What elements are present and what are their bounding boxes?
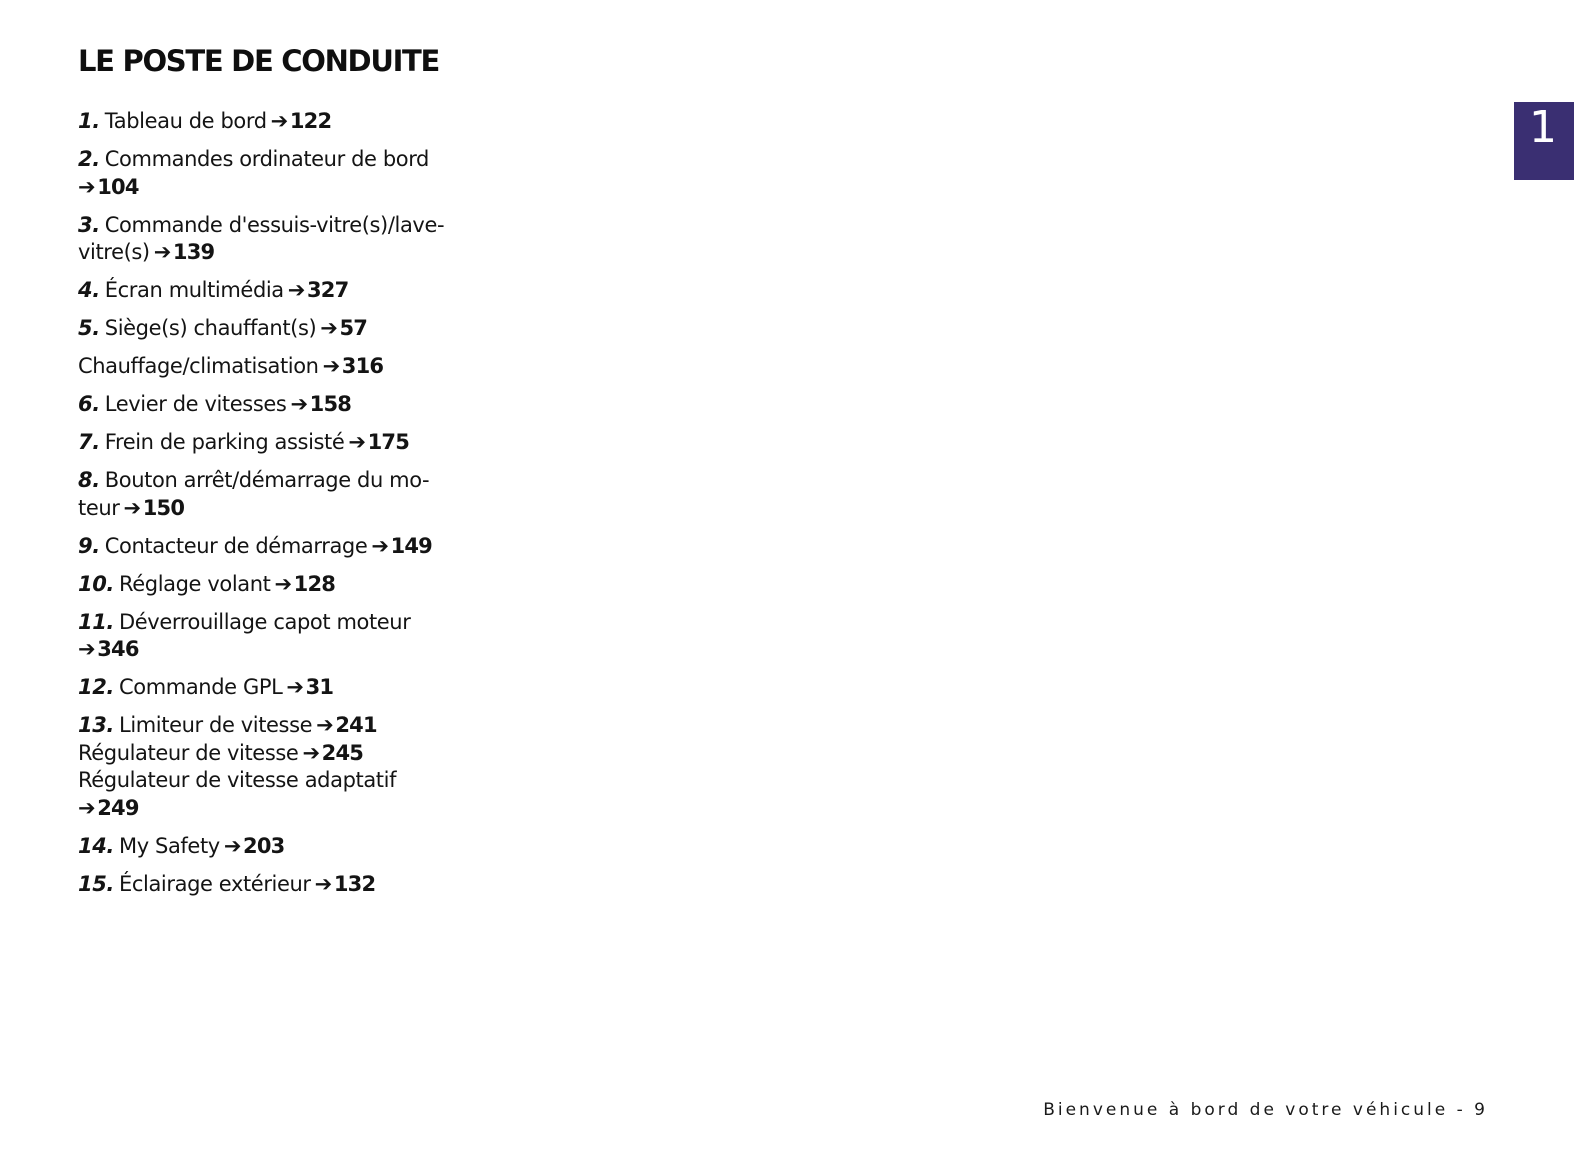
item-label: Régulateur de vitesse xyxy=(78,740,299,765)
page-reference-link[interactable]: 316 xyxy=(341,354,384,378)
page-reference-link[interactable]: 245 xyxy=(321,740,364,765)
page-footer: Bienvenue à bord de votre véhicule - 9 xyxy=(1043,1100,1488,1120)
page-reference-link[interactable]: 327 xyxy=(306,278,349,302)
item-label: Siège(s) chauffant(s) xyxy=(104,316,317,340)
legend-item xyxy=(78,391,528,419)
arrow-right-icon: ➔ xyxy=(78,795,96,820)
legend-item-line xyxy=(78,391,528,419)
page-reference-link[interactable]: 31 xyxy=(305,675,334,699)
legend-item xyxy=(78,712,528,822)
item-label: Levier de vitesses xyxy=(104,392,287,416)
arrow-right-icon: ➔ xyxy=(286,675,304,699)
legend-item xyxy=(78,146,528,201)
page-reference-link[interactable]: 104 xyxy=(97,174,139,199)
page-reference-link[interactable]: 57 xyxy=(339,316,368,340)
arrow-right-icon: ➔ xyxy=(223,833,242,858)
legend-item-line xyxy=(78,833,528,861)
item-label: vitre(s) xyxy=(78,240,150,264)
item-label: Bouton arrêt/démarrage du mo- xyxy=(104,468,430,492)
arrow-right-icon: ➔ xyxy=(287,278,305,302)
item-label: Commandes ordinateur de bord xyxy=(104,147,429,171)
arrow-right-icon: ➔ xyxy=(153,240,171,264)
item-label: My Safety xyxy=(119,833,220,858)
legend-item-line xyxy=(78,674,528,702)
legend-item xyxy=(78,533,528,561)
page-reference-link[interactable]: 249 xyxy=(97,795,139,820)
cockpit-legend-list xyxy=(78,108,528,909)
item-label: teur xyxy=(78,495,120,520)
legend-item-line xyxy=(78,767,528,795)
page-reference-link[interactable]: 139 xyxy=(172,240,215,264)
page-reference-link[interactable]: 241 xyxy=(335,713,377,737)
legend-item-line xyxy=(78,740,528,768)
page-reference-link[interactable]: 175 xyxy=(367,430,410,454)
legend-item-line xyxy=(78,108,528,136)
arrow-right-icon: ➔ xyxy=(78,174,96,199)
page-reference-link[interactable]: 203 xyxy=(243,833,285,858)
legend-item-line xyxy=(78,795,528,823)
item-number: 13. xyxy=(78,713,115,737)
legend-item xyxy=(78,871,528,899)
item-label: Déverrouillage capot moteur xyxy=(119,609,411,634)
arrow-right-icon: ➔ xyxy=(290,392,308,416)
legend-item-line xyxy=(78,353,528,381)
arrow-right-icon: ➔ xyxy=(316,713,334,737)
arrow-right-icon: ➔ xyxy=(274,571,292,596)
item-label: Réglage volant xyxy=(119,571,271,596)
arrow-right-icon: ➔ xyxy=(270,109,288,133)
item-number: 8. xyxy=(78,468,100,492)
item-number: 9. xyxy=(78,533,100,558)
page-reference-link[interactable]: 122 xyxy=(289,109,332,133)
legend-item xyxy=(78,108,528,136)
item-number: 5. xyxy=(78,316,100,340)
legend-item xyxy=(78,467,528,522)
legend-item-line xyxy=(78,174,528,202)
page-title: LE POSTE DE CONDUITE xyxy=(78,44,440,78)
item-label: Limiteur de vitesse xyxy=(119,713,313,737)
legend-item-line xyxy=(78,239,528,267)
item-label: Commande GPL xyxy=(119,675,283,699)
legend-item xyxy=(78,277,528,305)
item-label: Commande d'essuis-vitre(s)/lave- xyxy=(104,212,445,237)
item-label: Éclairage extérieur xyxy=(119,871,311,896)
item-number: 12. xyxy=(78,675,115,699)
item-label: Tableau de bord xyxy=(104,109,267,133)
legend-item-line xyxy=(78,495,528,523)
page-reference-link[interactable]: 150 xyxy=(142,495,185,520)
item-number: 1. xyxy=(78,109,100,133)
legend-item-line xyxy=(78,533,528,561)
legend-item xyxy=(78,429,528,457)
item-number: 3. xyxy=(78,212,100,237)
arrow-right-icon: ➔ xyxy=(320,316,338,340)
chapter-tab[interactable]: 1 xyxy=(1514,102,1574,180)
item-number: 14. xyxy=(78,833,115,858)
legend-item-line xyxy=(78,212,528,240)
legend-item-line xyxy=(78,712,528,740)
page-reference-link[interactable]: 132 xyxy=(333,871,376,896)
arrow-right-icon: ➔ xyxy=(302,740,320,765)
item-number: 2. xyxy=(78,147,100,171)
item-label: Écran multimédia xyxy=(104,278,284,302)
item-number: 11. xyxy=(78,609,115,634)
page-reference-link[interactable]: 128 xyxy=(293,571,336,596)
item-number: 10. xyxy=(78,571,115,596)
item-number: 6. xyxy=(78,392,100,416)
page-reference-link[interactable]: 346 xyxy=(97,637,139,661)
legend-item xyxy=(78,353,528,381)
item-label: Contacteur de démarrage xyxy=(104,533,368,558)
legend-item-line xyxy=(78,571,528,599)
item-number: 4. xyxy=(78,278,100,302)
legend-item xyxy=(78,674,528,702)
item-label: Frein de parking assisté xyxy=(104,430,345,454)
legend-item xyxy=(78,609,528,664)
arrow-right-icon: ➔ xyxy=(371,533,389,558)
legend-item-line xyxy=(78,636,528,664)
legend-item-line xyxy=(78,277,528,305)
page-reference-link[interactable]: 149 xyxy=(390,533,432,558)
legend-item xyxy=(78,833,528,861)
item-number: 7. xyxy=(78,430,100,454)
page-reference-link[interactable]: 158 xyxy=(309,392,352,416)
legend-item-line xyxy=(78,609,528,637)
legend-item-line xyxy=(78,315,528,343)
legend-item-line xyxy=(78,146,528,174)
item-label: Chauffage/climatisation xyxy=(78,354,319,378)
legend-item xyxy=(78,315,528,343)
arrow-right-icon: ➔ xyxy=(78,637,96,661)
item-label: Régulateur de vitesse adaptatif xyxy=(78,768,397,792)
legend-item-line xyxy=(78,467,528,495)
item-number: 15. xyxy=(78,871,115,896)
legend-item xyxy=(78,212,528,267)
legend-item-line xyxy=(78,871,528,899)
arrow-right-icon: ➔ xyxy=(314,871,332,896)
arrow-right-icon: ➔ xyxy=(123,495,141,520)
legend-item-line xyxy=(78,429,528,457)
legend-item xyxy=(78,571,528,599)
arrow-right-icon: ➔ xyxy=(322,354,340,378)
arrow-right-icon: ➔ xyxy=(348,430,366,454)
